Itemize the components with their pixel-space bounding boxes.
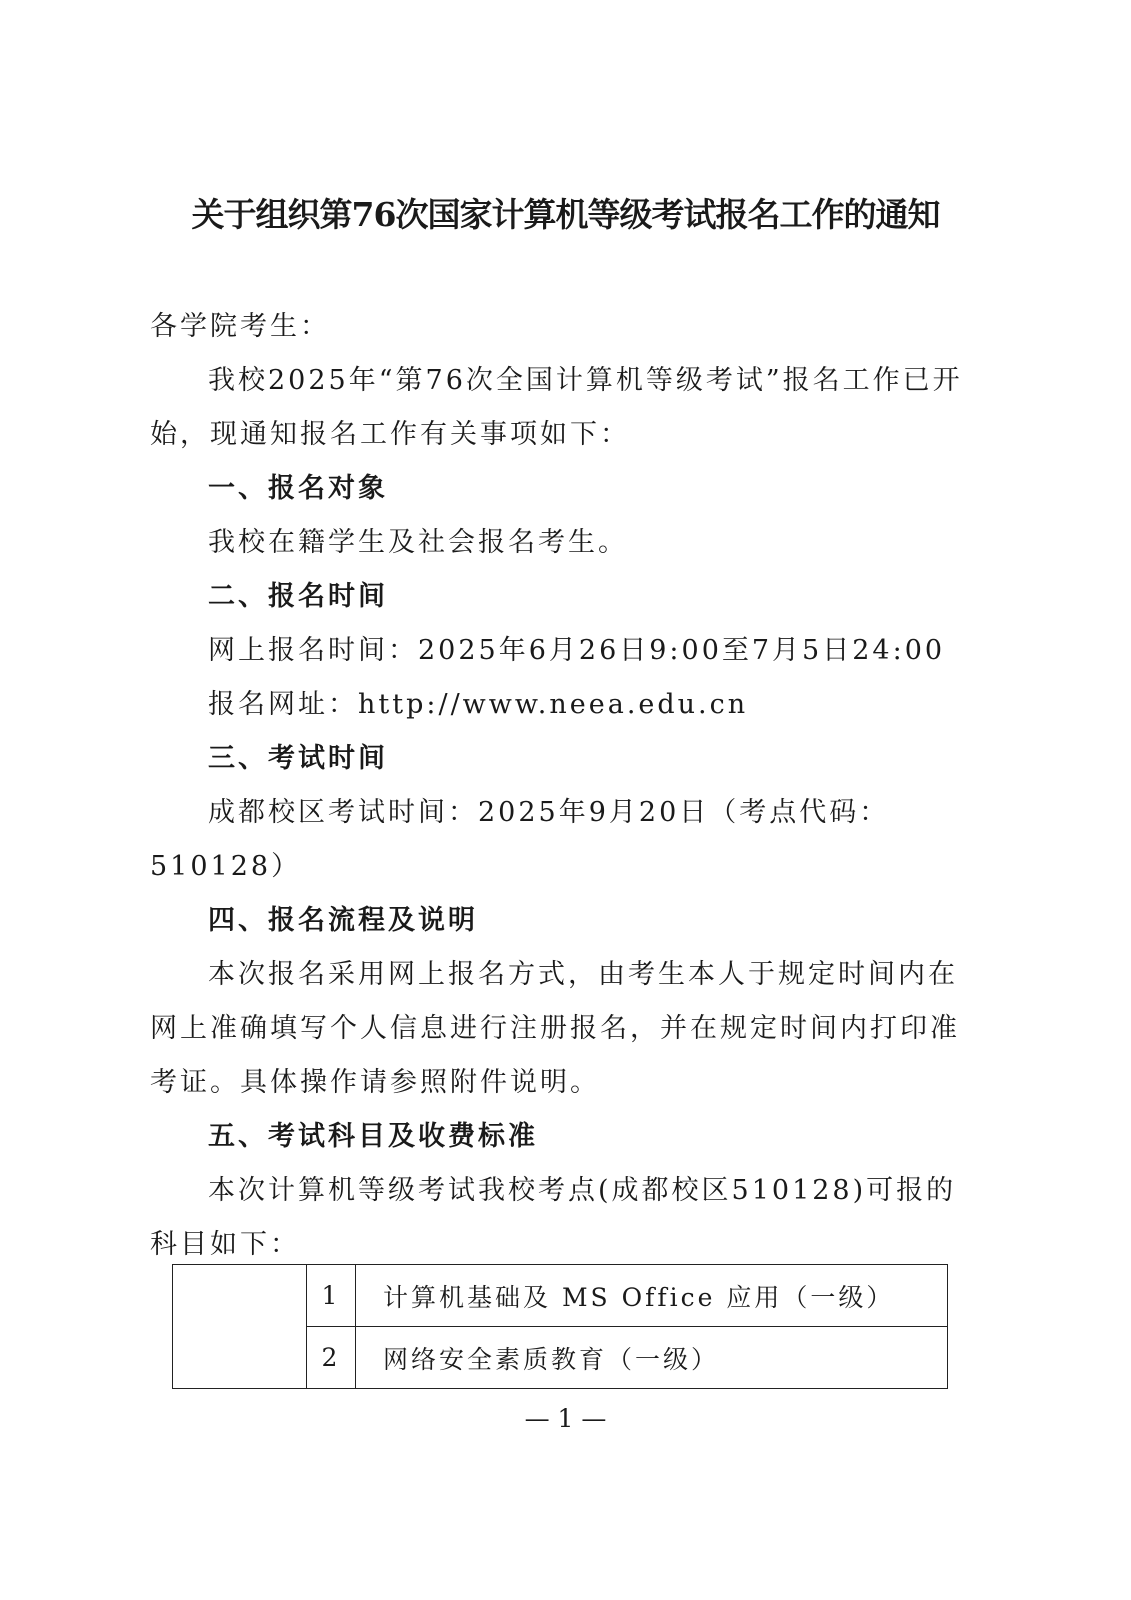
page-number: — 1 — xyxy=(524,1404,607,1433)
process-text: 本次报名采用网上报名方式，由考生本人于规定时间内在网上准确填写个人信息进行注册报名，并在规定时间内打印准考证。具体操作请参照附件说明。 xyxy=(150,959,960,1098)
section-heading-subjects: 五、考试科目及收费标准 xyxy=(208,1121,538,1152)
document-title: 关于组织第76次国家计算机等级考试报名工作的通知 xyxy=(191,195,940,234)
intro-paragraph: 我校2025年“第76次全国计算机等级考试”报名工作已开始，现通知报名工作有关事项如下： xyxy=(150,365,963,450)
subject-name: 计算机基础及 MS Office 应用（一级） xyxy=(356,1265,948,1327)
subject-name: 网络安全素质教育（一级） xyxy=(356,1327,948,1389)
subject-number: 2 xyxy=(307,1327,356,1389)
section-heading-time: 二、报名时间 xyxy=(208,581,388,612)
subjects-intro: 本次计算机等级考试我校考点(成都校区510128)可报的科目如下： xyxy=(150,1175,957,1260)
notice-body xyxy=(150,300,980,1272)
registration-url: 报名网址：http://www.neea.edu.cn xyxy=(208,689,749,720)
subject-number: 1 xyxy=(307,1265,356,1327)
registration-time: 网上报名时间：2025年6月26日9:00至7月5日24:00 xyxy=(208,635,946,666)
section-heading-exam-time: 三、考试时间 xyxy=(208,743,388,774)
exam-time: 成都校区考试时间：2025年9月20日（考点代码：510128） xyxy=(150,797,890,882)
category-cell xyxy=(173,1265,307,1389)
section-heading-process: 四、报名流程及说明 xyxy=(208,905,478,936)
table-row xyxy=(173,1265,948,1327)
salutation: 各学院考生： xyxy=(150,311,330,342)
section-heading-target: 一、报名对象 xyxy=(208,473,388,504)
section-text-target: 我校在籍学生及社会报名考生。 xyxy=(208,527,628,558)
subjects-table xyxy=(172,1264,948,1389)
